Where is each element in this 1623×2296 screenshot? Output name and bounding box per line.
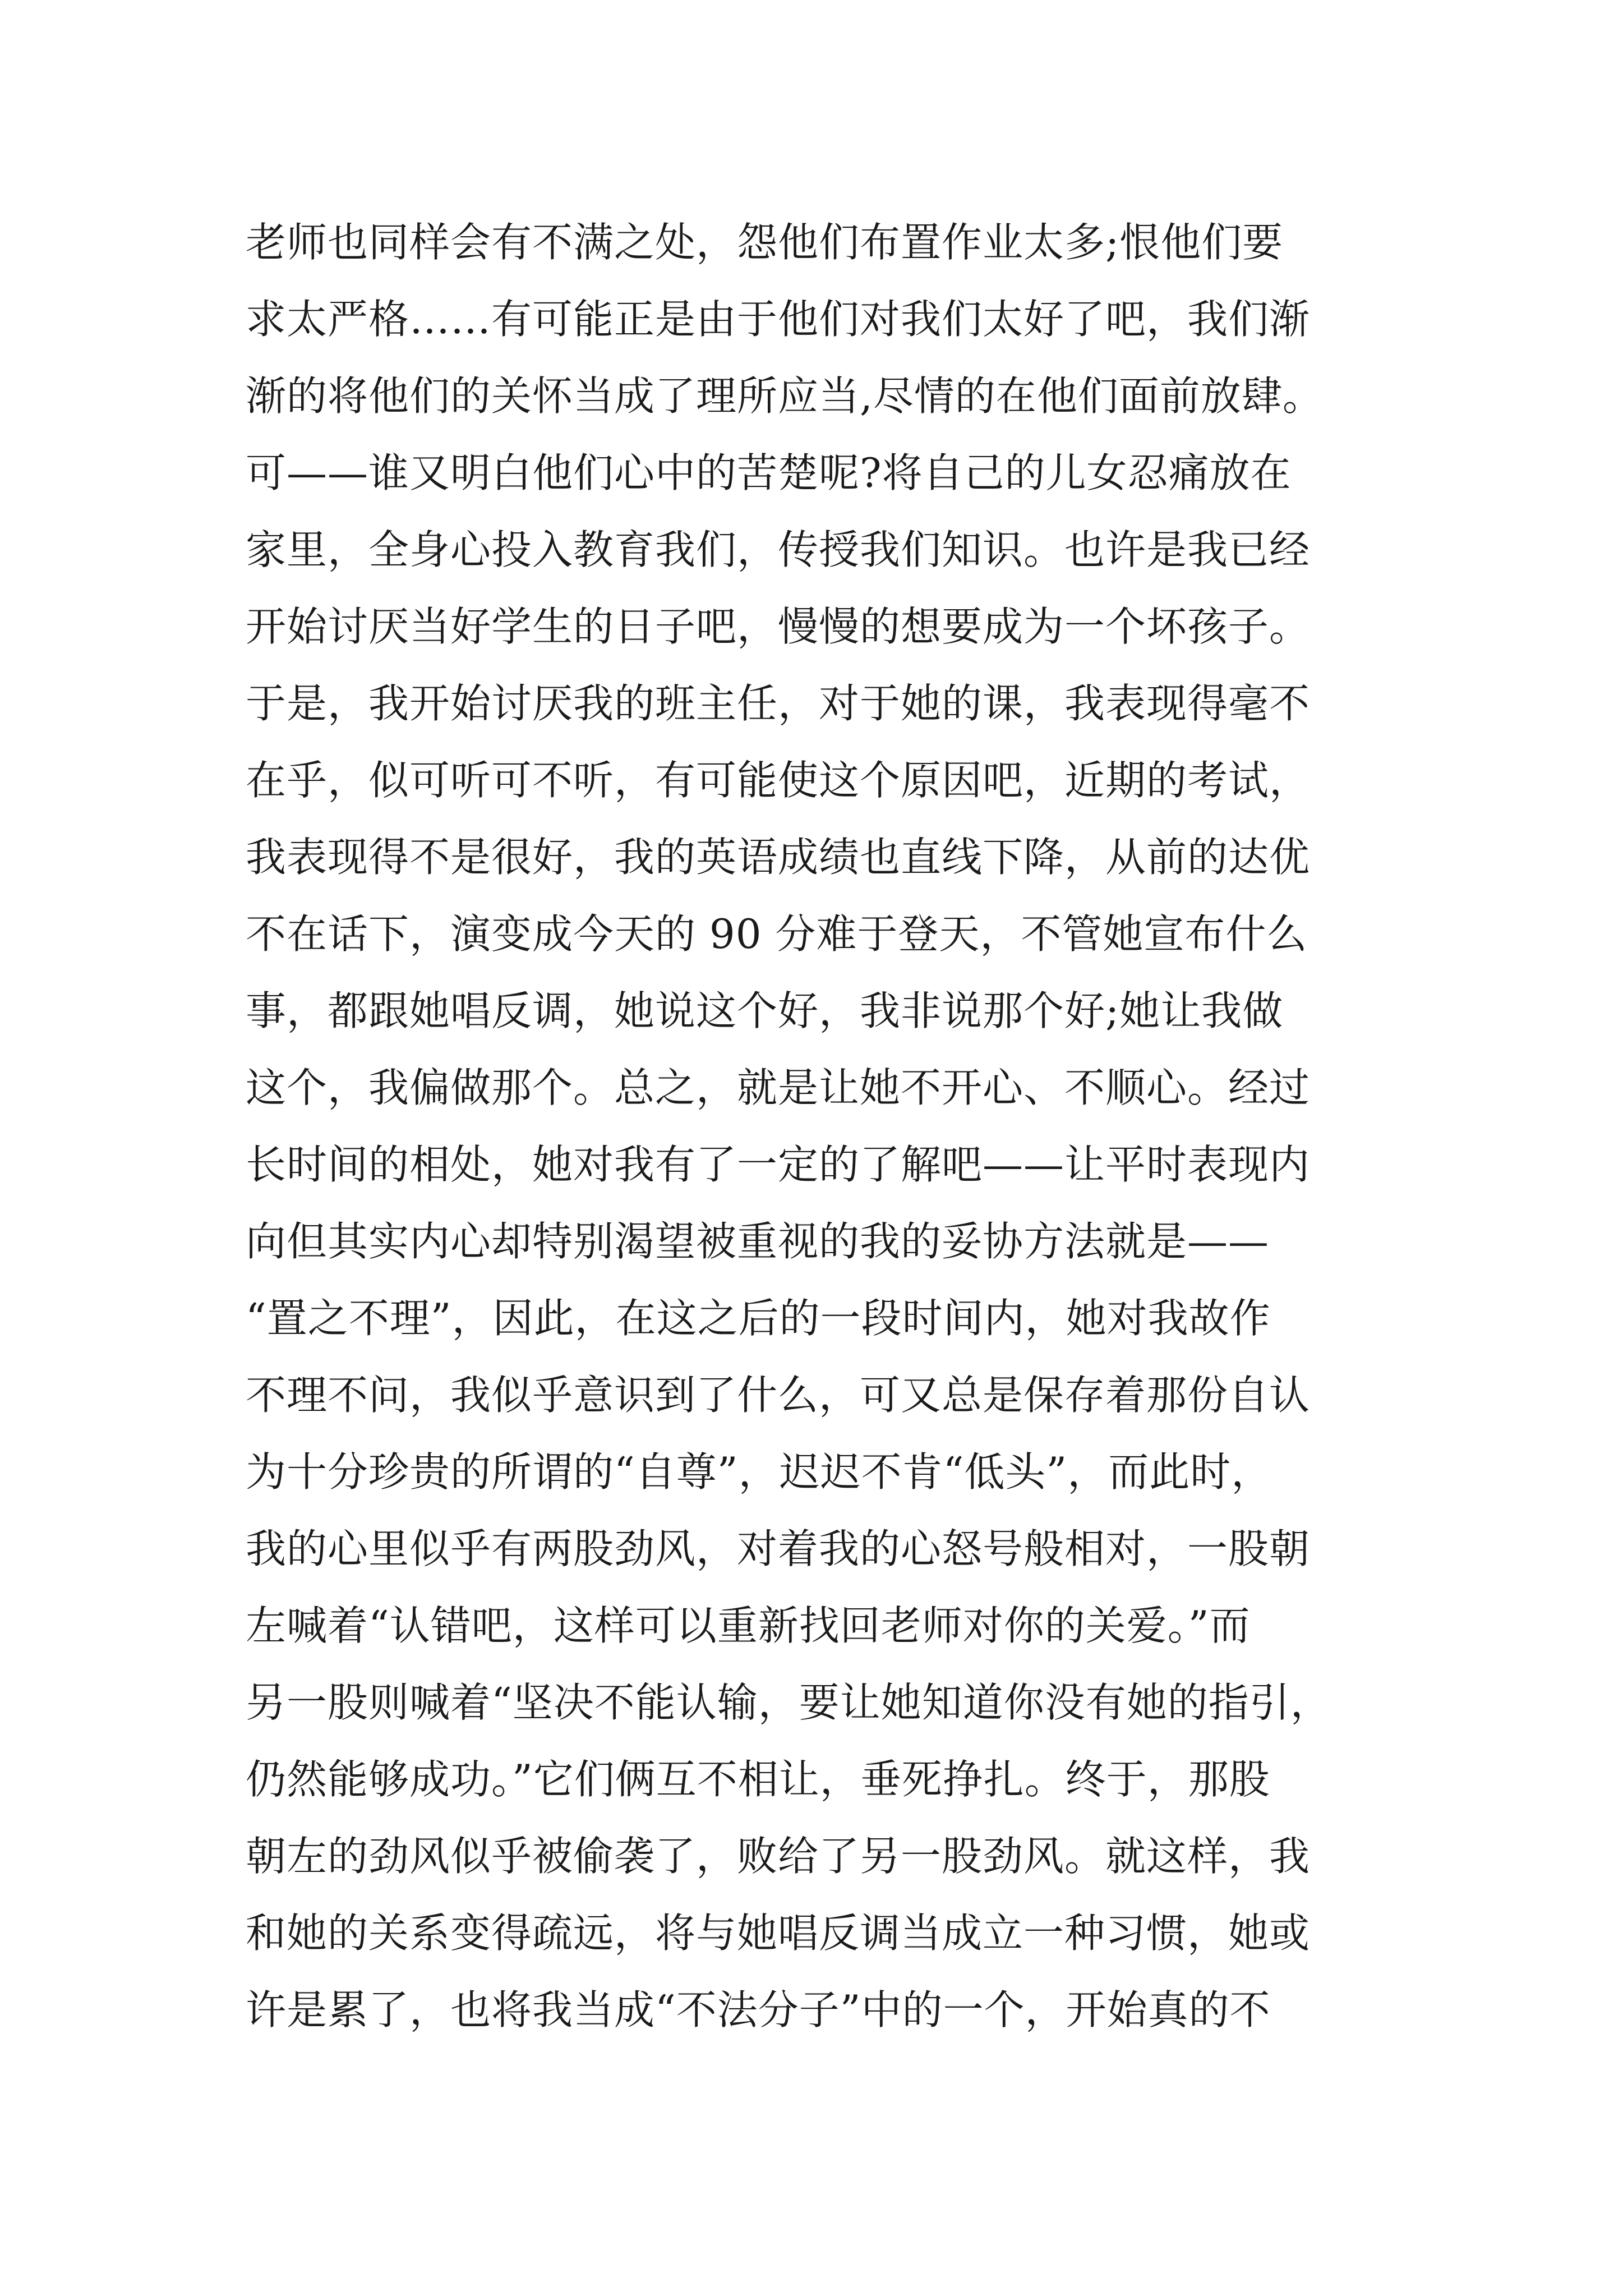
text-line-23: 和她的关系变得疏远，将与她唱反调当成立一种习惯，她或 xyxy=(246,1910,1311,1957)
text-line-10: 不在话下，演变成今天的 90 分难于登天，不管她宣布什么 xyxy=(246,910,1308,958)
text-line-22: 朝左的劲风似乎被偷袭了，败给了另一股劲风。就这样，我 xyxy=(246,1833,1311,1880)
text-line-13: 长时间的相处，她对我有了一定的了解吧——让平时表现内 xyxy=(246,1141,1311,1188)
text-line-20: 另一股则喊着“坚决不能认输，要让她知道你没有她的指引， xyxy=(246,1679,1331,1726)
text-line-16: 不理不问，我似乎意识到了什么，可又总是保存着那份自认 xyxy=(246,1372,1311,1419)
text-line-2: 求太严格……有可能正是由于他们对我们太好了吧，我们渐 xyxy=(246,296,1311,343)
text-line-11: 事，都跟她唱反调，她说这个好，我非说那个好;她让我做 xyxy=(246,987,1284,1034)
text-line-7: 于是，我开始讨厌我的班主任，对于她的课，我表现得毫不 xyxy=(246,680,1311,727)
text-line-5: 家里，全身心投入教育我们，传授我们知识。也许是我已经 xyxy=(246,526,1311,573)
text-line-6: 开始讨厌当好学生的日子吧，慢慢的想要成为一个坏孩子。 xyxy=(246,603,1311,650)
text-line-21: 仍然能够成功。”它们俩互不相让，垂死挣扎。终于，那股 xyxy=(246,1756,1270,1803)
text-line-19: 左喊着“认错吧，这样可以重新找回老师对你的关爱。”而 xyxy=(246,1602,1251,1649)
text-line-3: 渐的将他们的关怀当成了理所应当,尽情的在他们面前放肆。 xyxy=(246,372,1324,420)
text-line-18: 我的心里似乎有两股劲风，对着我的心怒号般相对，一股朝 xyxy=(246,1525,1311,1572)
text-line-9: 我表现得不是很好，我的英语成绩也直线下降，从前的达优 xyxy=(246,834,1311,881)
text-line-24: 许是累了，也将我当成“不法分子”中的一个，开始真的不 xyxy=(246,1986,1271,2033)
text-line-4: 可——谁又明白他们心中的苦楚呢?将自己的儿女忍痛放在 xyxy=(246,449,1292,496)
text-line-15: “置之不理”，因此，在这之后的一段时间内，她对我故作 xyxy=(246,1295,1271,1342)
text-line-12: 这个，我偏做那个。总之，就是让她不开心、不顺心。经过 xyxy=(246,1064,1311,1111)
body-text xyxy=(246,204,1401,2049)
text-line-8: 在乎，似可听可不听，有可能使这个原因吧，近期的考试， xyxy=(246,757,1311,804)
text-line-1: 老师也同样会有不满之处，怨他们布置作业太多;恨他们要 xyxy=(246,219,1284,266)
text-line-17: 为十分珍贵的所谓的“自尊”，迟迟不肯“低头”，而此时， xyxy=(246,1448,1272,1496)
text-line-14: 向但其实内心却特别渴望被重视的我的妥协方法就是—— xyxy=(246,1218,1270,1265)
